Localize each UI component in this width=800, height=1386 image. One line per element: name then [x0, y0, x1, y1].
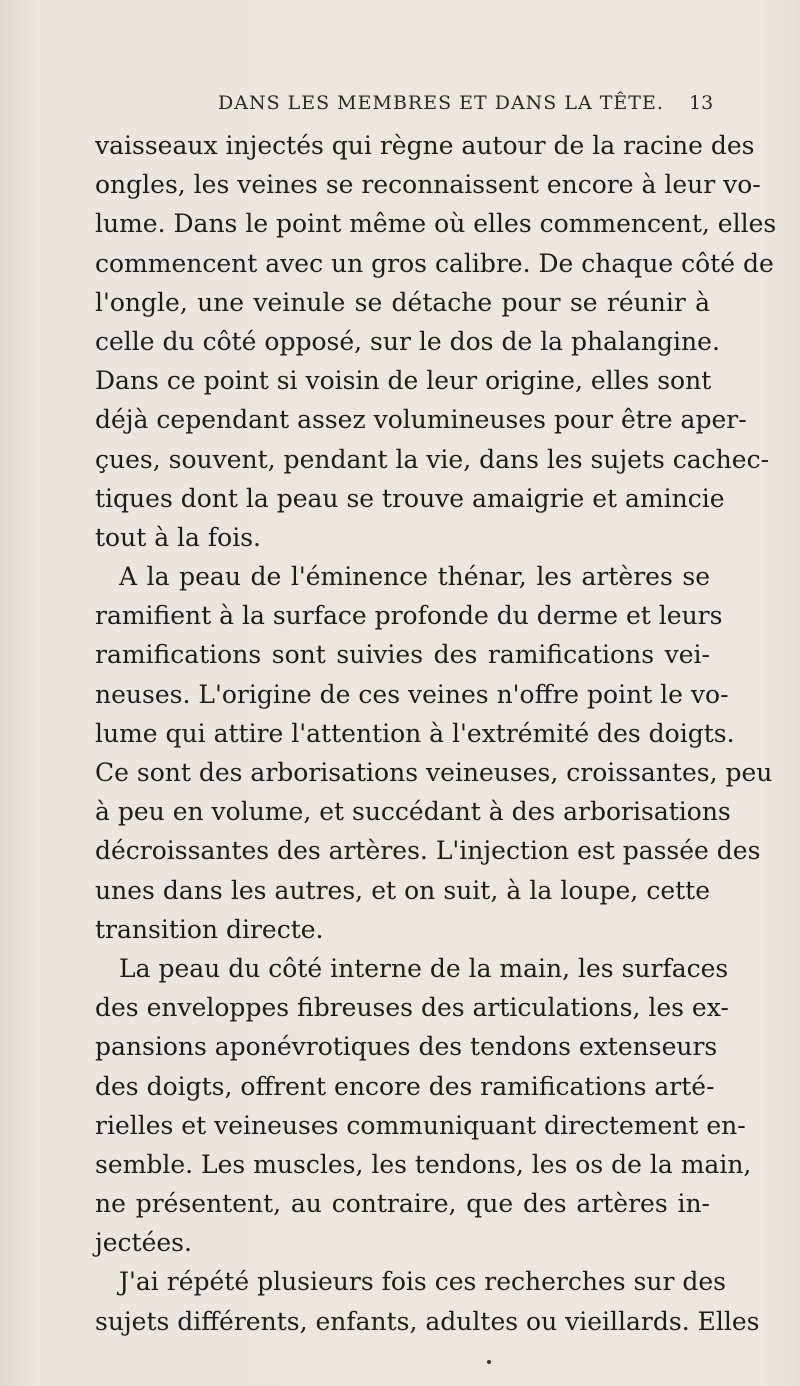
text-line: des doigts, offrent encore des ramifications arté-	[95, 1071, 715, 1101]
text-line: neuses. L'origine de ces veines n'offre point le vo-	[95, 679, 729, 709]
text-line: çues, souvent, pendant la vie, dans les sujets cachec-	[95, 444, 770, 474]
text-line: ramifient à la surface profonde du derme et leurs	[95, 601, 723, 631]
text-line: lume qui attire l'attention à l'extrémité des doigts.	[95, 718, 735, 748]
text-line: commencent avec un gros calibre. De chaque côté de	[95, 248, 774, 278]
text-line: rielles et veineuses communiquant directement en-	[95, 1110, 746, 1140]
text-line: sujets différents, enfants, adultes ou vieillards. Elles	[95, 1306, 760, 1336]
text-line: tout à la fois.	[95, 522, 261, 552]
text-line: ongles, les veines se reconnaissent encore à leur vo-	[95, 170, 761, 200]
text-line: ne présentent, au contraire, que des artères in-	[95, 1189, 710, 1219]
running-head	[0, 92, 800, 122]
text-line: ramifications sont suivies des ramifications vei-	[95, 640, 710, 670]
text-line: La peau du côté interne de la main, les surfaces	[119, 953, 729, 983]
text-line: décroissantes des artères. L'injection est passée des	[95, 836, 761, 866]
text-line: lume. Dans le point même où elles commencent, elles	[95, 209, 777, 239]
text-line: unes dans les autres, et on suit, à la loupe, cette	[95, 875, 710, 905]
text-line: tiques dont la peau se trouve amaigrie et amincie	[95, 483, 725, 513]
ink-speck	[487, 1360, 491, 1364]
text-line: déjà cependant assez volumineuses pour être aper-	[95, 405, 747, 435]
body-text	[95, 126, 777, 1341]
text-line: l'ongle, une veinule se détache pour se réunir à	[95, 287, 710, 317]
text-line: Dans ce point si voisin de leur origine, elles sont	[95, 366, 712, 396]
text-line: Ce sont des arborisations veineuses, croissantes, peu	[95, 758, 773, 787]
text-line: A la peau de l'éminence thénar, les artères se	[119, 562, 710, 592]
text-line: à peu en volume, et succédant à des arborisations	[95, 797, 731, 827]
text-line: celle du côté opposé, sur le dos de la phalangine.	[95, 326, 720, 356]
page-number: 13	[689, 92, 714, 114]
text-line: J'ai répété plusieurs fois ces recherches sur des	[119, 1267, 726, 1297]
text-line: pansions aponévrotiques des tendons extenseurs	[95, 1032, 718, 1062]
text-line: semble. Les muscles, les tendons, les os de la main,	[95, 1149, 752, 1179]
text-line: des enveloppes fibreuses des articulations, les ex-	[95, 993, 729, 1023]
text-line: jectées.	[95, 1228, 192, 1258]
text-line: vaisseaux injectés qui règne autour de la racine des	[95, 131, 755, 160]
running-title: DANS LES MEMBRES ET DANS LA TÊTE.	[218, 92, 664, 114]
text-line: transition directe.	[95, 914, 324, 944]
